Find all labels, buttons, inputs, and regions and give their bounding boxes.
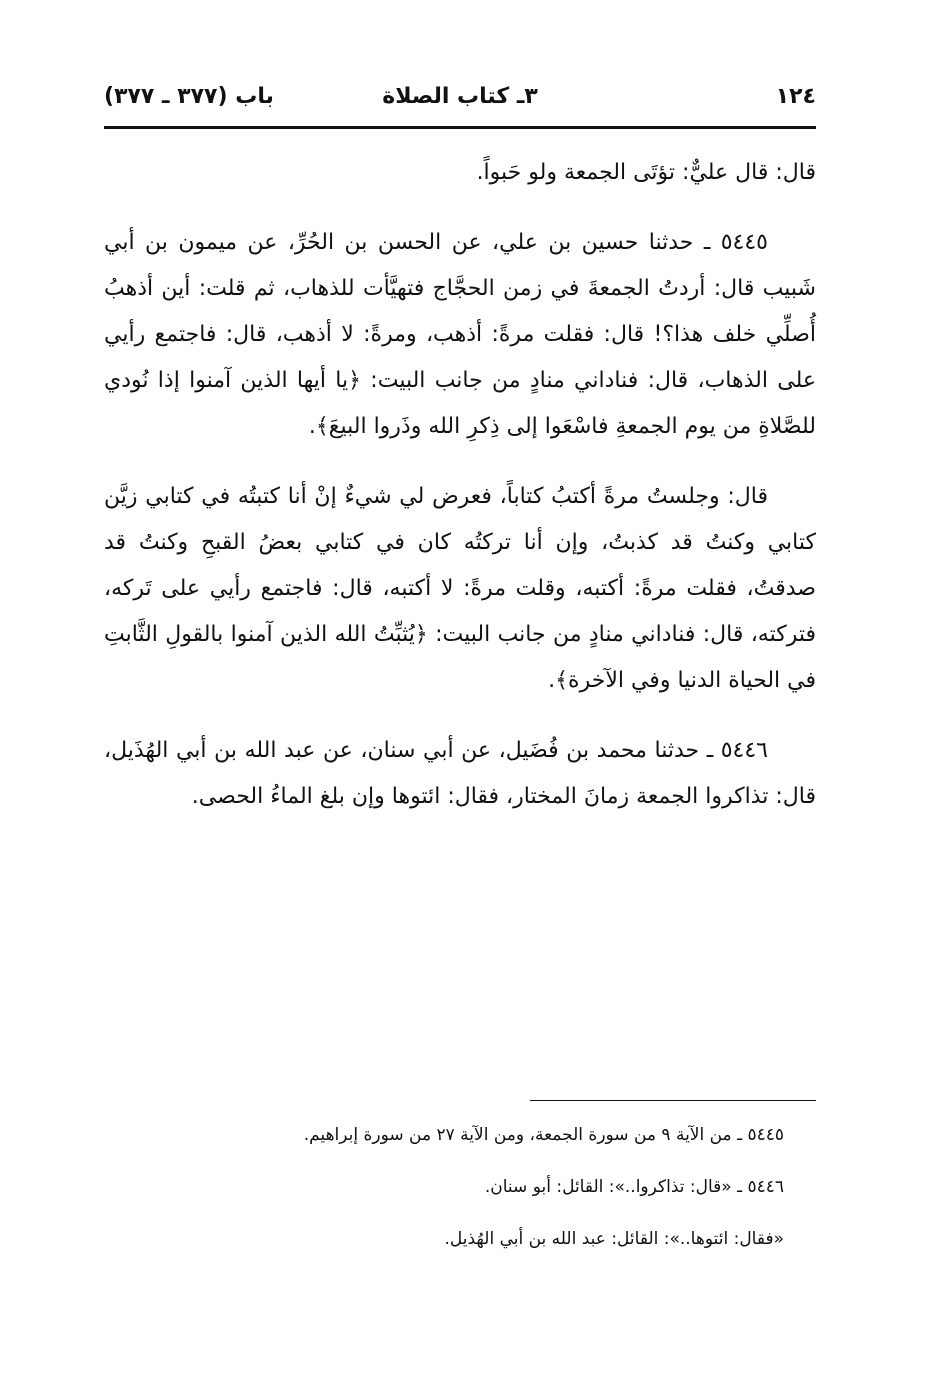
hadith-5446: ٥٤٤٦ ـ حدثنا محمد بن فُضَيل، عن أبي سنان، عن عبد الله بن أبي الهُذَيل، قال: تذاكروا الجمعة زمانَ المختار، فقال: ائتوها وإن بلغ الماءُ الحصى. [104,738,816,809]
paragraph: قال: قال عليٌّ: تؤتَى الجمعة ولو حَبواً. [476,160,816,185]
header-divider [104,126,816,129]
main-text [104,150,816,844]
footnotes [104,1122,816,1278]
footnote-divider [530,1100,816,1101]
footnote: ٥٤٤٦ ـ «قال: تذاكروا..»: القائل: أبو سنان. [484,1177,784,1197]
chapter-title: ٣ـ كتاب الصلاة [382,84,538,109]
hadith-5445: ٥٤٤٥ ـ حدثنا حسين بن علي، عن الحسن بن الحُرِّ، عن ميمون بن أبي شَبيب قال: أردتُ الجمعةَ في زمن الحجَّاج فتهيَّأت للذهاب، ثم قلت: أين أذهبُ أُصلِّي خلف هذا؟! قال: فقلت مرةً: أذهب، ومرةً: لا أذهب، قال: فاجتمع رأيي على الذهاب، قال: فناداني منادٍ من جانب البيت: ﴿يا أيها الذين آمنوا إذا نُودي للصَّلاةِ من يوم الجمعةِ فاسْعَوا إلى ذِكرِ الله وذَروا البيعَ﴾. [104,230,816,439]
page-number: ١٢٤ [775,84,816,109]
paragraph: قال: وجلستُ مرةً أكتبُ كتاباً، فعرض لي شيءٌ إنْ أنا كتبتُه في كتابي زيَّن كتابي وكنتُ قد كذبتُ، وإن أنا تركتُه كان في كتابي بعضُ القبحِ وكنتُ قد صدقتُ، فقلت مرةً: أكتبه، وقلت مرةً: لا أكتبه، قال: فاجتمع رأيي على تَركه، فتركته، قال: فناداني منادٍ من جانب البيت: ﴿يُثبِّتُ الله الذين آمنوا بالقولِ الثَّابتِ في الحياة الدنيا وفي الآخرة﴾. [104,484,816,693]
footnote: ٥٤٤٥ ـ من الآية ٩ من سورة الجمعة، ومن الآية ٢٧ من سورة إبراهيم. [303,1125,784,1145]
footnote: «فقال: ائتوها..»: القائل: عبد الله بن أبي الهُذيل. [444,1229,784,1249]
page-header [104,78,816,118]
section-title: باب (٣٧٧ ـ ٣٧٧) [104,84,274,109]
